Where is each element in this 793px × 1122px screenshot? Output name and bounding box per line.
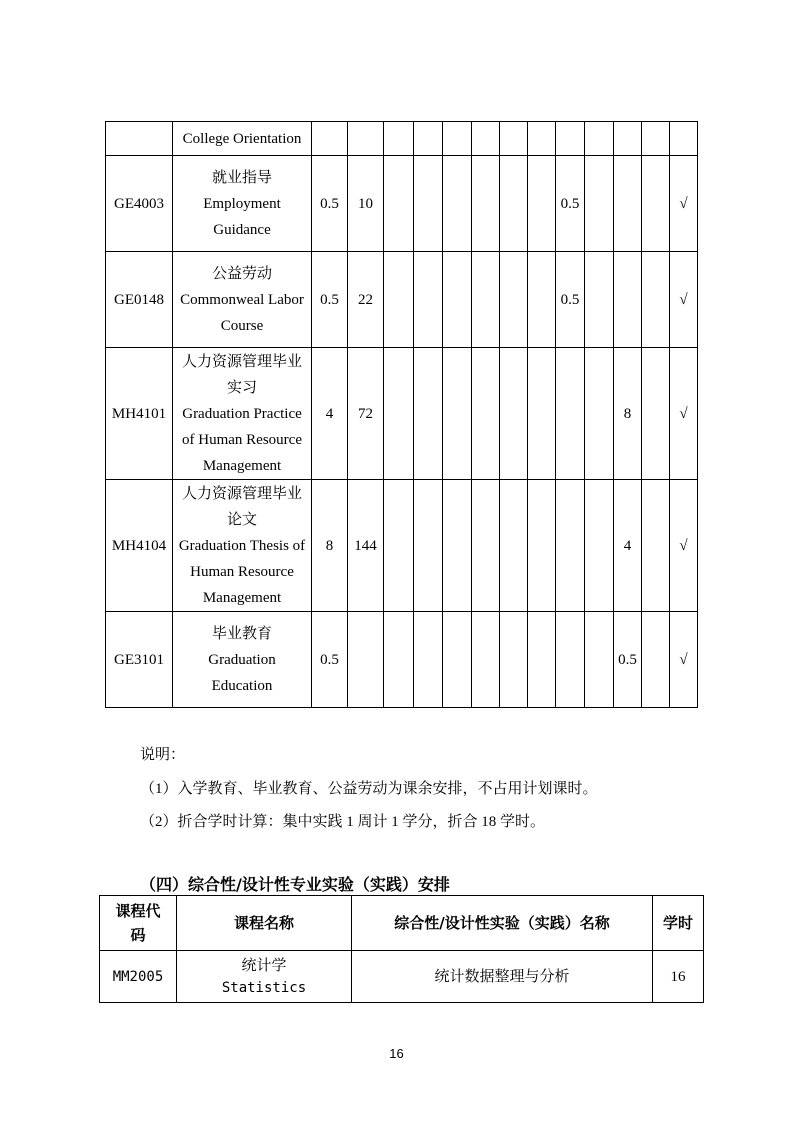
- semester-cell: [500, 480, 528, 612]
- course-name-line: 毕业教育: [211, 625, 272, 642]
- semester-cell: [472, 252, 500, 348]
- table-row: [106, 156, 698, 252]
- course-name-line: Human Resource: [190, 563, 294, 580]
- course-name-line: Graduation Thesis of: [178, 537, 306, 554]
- credit-value: 4: [312, 348, 348, 480]
- course-name-line: Management: [202, 457, 282, 474]
- table-row: [106, 348, 698, 480]
- semester-cell: [642, 480, 670, 612]
- semester-cell: [384, 480, 414, 612]
- course-code: GE0148: [106, 252, 173, 348]
- credit-value: 0.5: [312, 156, 348, 252]
- table-row: [106, 480, 698, 612]
- semester-cell: [585, 122, 614, 156]
- course-name: [173, 122, 312, 156]
- course-name-line: Commonweal Labor: [180, 291, 304, 308]
- semester-cell: [500, 348, 528, 480]
- semester-cell: [414, 612, 443, 708]
- semester-cell: [500, 122, 528, 156]
- course-name-line: Guidance: [213, 221, 271, 238]
- hours-value: 22: [348, 252, 384, 348]
- semester-cell: [556, 348, 585, 480]
- course-name-line: Graduation: [208, 651, 276, 668]
- semester-cell: [414, 480, 443, 612]
- semester-cell: [443, 612, 472, 708]
- course-code: MH4104: [106, 480, 173, 612]
- note-line-1: （1）入学教育、毕业教育、公益劳动为课余安排，不占用计划课时。: [140, 781, 598, 797]
- semester-cell: [642, 156, 670, 252]
- course-name-line: 就业指导: [211, 169, 272, 186]
- course-name-line: Course: [220, 317, 264, 334]
- course-code: MH4101: [106, 348, 173, 480]
- course-code: [106, 122, 173, 156]
- semester-cell: [642, 612, 670, 708]
- course-name-line: 论文: [226, 511, 257, 528]
- course-name: [173, 156, 312, 252]
- semester-cell: [472, 480, 500, 612]
- section-title: （四）综合性/设计性专业实验（实践）安排: [140, 875, 450, 894]
- semester-cell: [384, 156, 414, 252]
- semester-cell: [384, 612, 414, 708]
- course-name-line: 人力资源管理毕业: [181, 485, 302, 502]
- semester-cell: [414, 122, 443, 156]
- course-name: [173, 252, 312, 348]
- page-number: 16: [389, 1046, 404, 1061]
- semester-cell: [443, 252, 472, 348]
- experiment-table: [99, 895, 704, 1003]
- semester-cell: [585, 348, 614, 480]
- check-mark: √: [670, 252, 698, 348]
- semester-cell: [642, 252, 670, 348]
- semester-cell: 0.5: [556, 156, 585, 252]
- credit-value: 0.5: [312, 612, 348, 708]
- hours-value: 72: [348, 348, 384, 480]
- semester-cell: 4: [614, 480, 642, 612]
- check-mark: √: [670, 348, 698, 480]
- semester-cell: [614, 252, 642, 348]
- semester-cell: [528, 122, 556, 156]
- semester-cell: [500, 156, 528, 252]
- semester-cell: [472, 122, 500, 156]
- semester-cell: [585, 480, 614, 612]
- semester-cell: [414, 156, 443, 252]
- semester-cell: [528, 480, 556, 612]
- course-name-line: Employment: [203, 195, 281, 212]
- semester-cell: [556, 122, 585, 156]
- experiment-course-code: MM2005: [100, 951, 177, 1003]
- semester-cell: [443, 480, 472, 612]
- check-mark: √: [670, 480, 698, 612]
- credit-value: [312, 122, 348, 156]
- course-name-line: 实习: [226, 379, 257, 396]
- semester-cell: [443, 122, 472, 156]
- semester-cell: [472, 348, 500, 480]
- experiment-course-name: [177, 951, 352, 1003]
- semester-cell: [585, 252, 614, 348]
- semester-cell: [472, 612, 500, 708]
- table-row: [106, 252, 698, 348]
- semester-cell: [500, 612, 528, 708]
- notes-heading: 说明：: [140, 747, 186, 763]
- experiment-name: 统计数据整理与分析: [352, 951, 653, 1003]
- semester-cell: [642, 348, 670, 480]
- credit-value: 0.5: [312, 252, 348, 348]
- hours-value: 144: [348, 480, 384, 612]
- check-mark: √: [670, 156, 698, 252]
- semester-cell: [585, 612, 614, 708]
- semester-cell: [414, 348, 443, 480]
- semester-cell: [472, 156, 500, 252]
- course-code: GE3101: [106, 612, 173, 708]
- header-course-code: 课程代码: [100, 896, 177, 951]
- course-name: [173, 348, 312, 480]
- course-name-line: 人力资源管理毕业: [181, 353, 302, 370]
- experiment-course-name-en: Statistics: [221, 979, 307, 996]
- header-experiment-name: 综合性/设计性实验（实践）名称: [352, 896, 653, 951]
- semester-cell: [556, 612, 585, 708]
- hours-value: [348, 612, 384, 708]
- header-course-name: 课程名称: [177, 896, 352, 951]
- semester-cell: [614, 122, 642, 156]
- course-name: [173, 612, 312, 708]
- header-hours: 学时: [653, 896, 704, 951]
- semester-cell: 8: [614, 348, 642, 480]
- hours-value: [348, 122, 384, 156]
- semester-cell: [384, 122, 414, 156]
- check-mark: [670, 122, 698, 156]
- semester-cell: [556, 480, 585, 612]
- experiment-course-name-cn: 统计学: [241, 957, 287, 974]
- course-name-line: Graduation Practice: [182, 405, 302, 422]
- check-mark: √: [670, 612, 698, 708]
- semester-cell: [528, 156, 556, 252]
- course-name-line: College Orientation: [182, 130, 302, 147]
- semester-cell: [500, 252, 528, 348]
- semester-cell: 0.5: [556, 252, 585, 348]
- course-name: [173, 480, 312, 612]
- experiment-hours: 16: [653, 951, 704, 1003]
- table-row: [106, 122, 698, 156]
- experiment-row: [100, 951, 704, 1003]
- course-name-line: 公益劳动: [211, 265, 272, 282]
- semester-cell: [585, 156, 614, 252]
- semester-cell: [528, 252, 556, 348]
- semester-cell: [443, 156, 472, 252]
- semester-cell: [414, 252, 443, 348]
- note-line-2: （2）折合学时计算：集中实践 1 周计 1 学分，折合 18 学时。: [140, 814, 546, 830]
- semester-cell: [384, 252, 414, 348]
- semester-cell: 0.5: [614, 612, 642, 708]
- course-code: GE4003: [106, 156, 173, 252]
- course-name-line: Education: [211, 677, 273, 694]
- semester-cell: [614, 156, 642, 252]
- course-name-line: of Human Resource: [182, 431, 302, 448]
- semester-cell: [443, 348, 472, 480]
- credit-value: 8: [312, 480, 348, 612]
- semester-cell: [642, 122, 670, 156]
- semester-cell: [384, 348, 414, 480]
- hours-value: 10: [348, 156, 384, 252]
- semester-cell: [528, 612, 556, 708]
- course-schedule-table: [105, 121, 698, 708]
- experiment-header-row: [100, 896, 704, 951]
- course-name-line: Management: [202, 589, 282, 606]
- semester-cell: [528, 348, 556, 480]
- table-row: [106, 612, 698, 708]
